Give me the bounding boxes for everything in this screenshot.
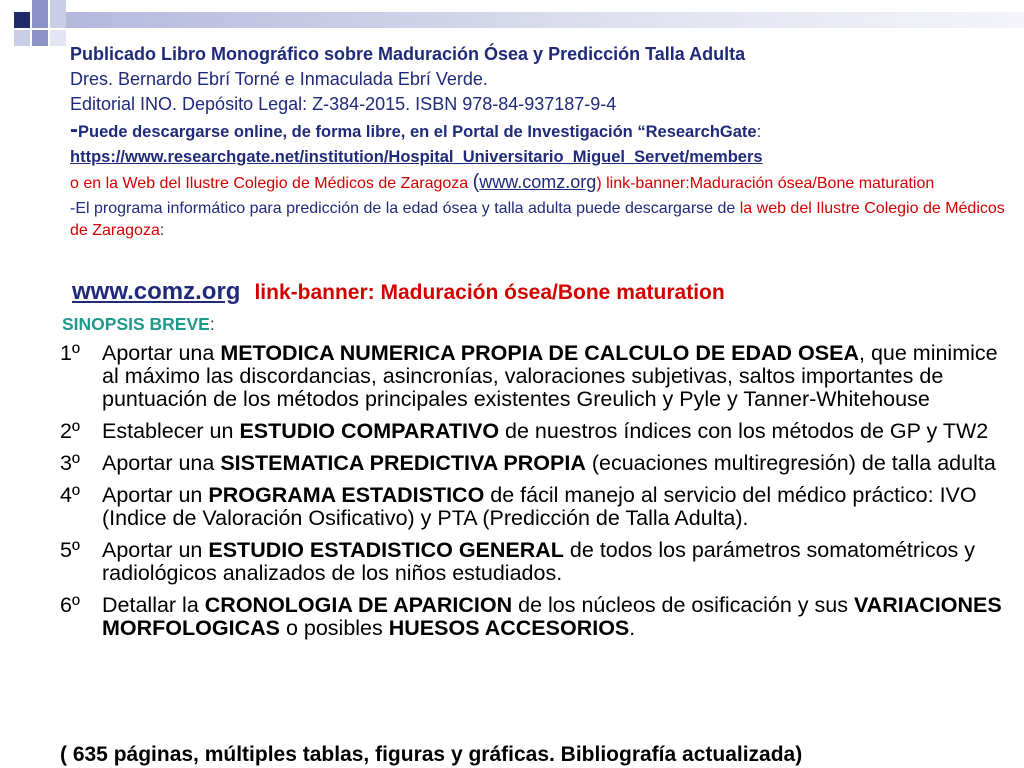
book-title: Publicado Libro Monográfico sobre Maduración Ósea y Predicción Talla Adulta [70, 44, 746, 64]
decor-square [50, 0, 66, 28]
researchgate-link[interactable]: https://www.researchgate.net/institution/Hospital_Universitario_Miguel_Servet/members [70, 148, 763, 166]
decor-top-bar [66, 12, 1024, 28]
list-item: 3º Aportar una SISTEMATICA PREDICTIVA PROPIA (ecuaciones multiregresión) de talla adulta [60, 451, 996, 475]
comz-note: o en la Web del Ilustre Colegio de Médicos de Zaragoza (www.comz.org) link-banner:Maduración ósea/Bone maturation [70, 171, 935, 193]
book-publisher: Editorial INO. Depósito Legal: Z-384-2015. ISBN 978-84-937187-9-4 [70, 94, 617, 114]
program-note: -El programa informático para predicción de la edad ósea y talla adulta puede descargarse de la web del Ilustre Colegio de Médicos de Zaragoza: [70, 200, 1005, 239]
list-item: 2º Establecer un ESTUDIO COMPARATIVO de nuestros índices con los métodos de GP y TW2 [60, 419, 989, 443]
comz-big-link[interactable]: www.comz.org [72, 278, 241, 305]
book-summary-footer: ( 635 páginas, múltiples tablas, figuras y gráficas. Bibliografía actualizada) [60, 743, 803, 766]
sinopsis-heading: SINOPSIS BREVE: [62, 314, 215, 334]
comz-link[interactable]: www.comz.org [479, 172, 597, 192]
book-authors: Dres. Bernardo Ebrí Torné e Inmaculada Ebrí Verde. [70, 69, 488, 89]
link-banner-text: link-banner: Maduración ósea/Bone maturation [254, 281, 725, 304]
download-note: -Puede descargarse online, de forma libre, en el Portal de Investigación “ResearchGate: [70, 116, 762, 143]
decor-square [50, 30, 66, 46]
publication-header [70, 42, 1010, 242]
decor-square [14, 12, 30, 28]
decor-square [32, 0, 48, 28]
comz-banner-line [72, 278, 725, 306]
decor-square [14, 30, 30, 46]
list-item: 6º Detallar la CRONOLOGIA DE APARICION de los núcleos de osificación y sus VARIACIONES MORFOLOGICAS o posibles HUESOS ACCESORIOS. [60, 593, 1002, 640]
list-item: 5º Aportar un ESTUDIO ESTADISTICO GENERAL de todos los parámetros somatométricos y radiológicos analizados de los niños estudiados. [60, 538, 976, 585]
objectives-list [60, 342, 1010, 649]
decor-square [32, 30, 48, 46]
list-item: 1º Aportar una METODICA NUMERICA PROPIA DE CALCULO DE EDAD OSEA, que minimice al máximo las discordancias, asincronías, valoraciones subjetivas, saltos importantes de puntuación de los métodos principales existentes Greulich y Pyle y Tanner-Whitehouse [60, 341, 998, 411]
list-item: 4º Aportar un PROGRAMA ESTADISTICO de fácil manejo al servicio del médico práctico: IVO (Indice de Valoración Osificativo) y PTA (Predicción de Talla Adulta). [60, 483, 977, 530]
